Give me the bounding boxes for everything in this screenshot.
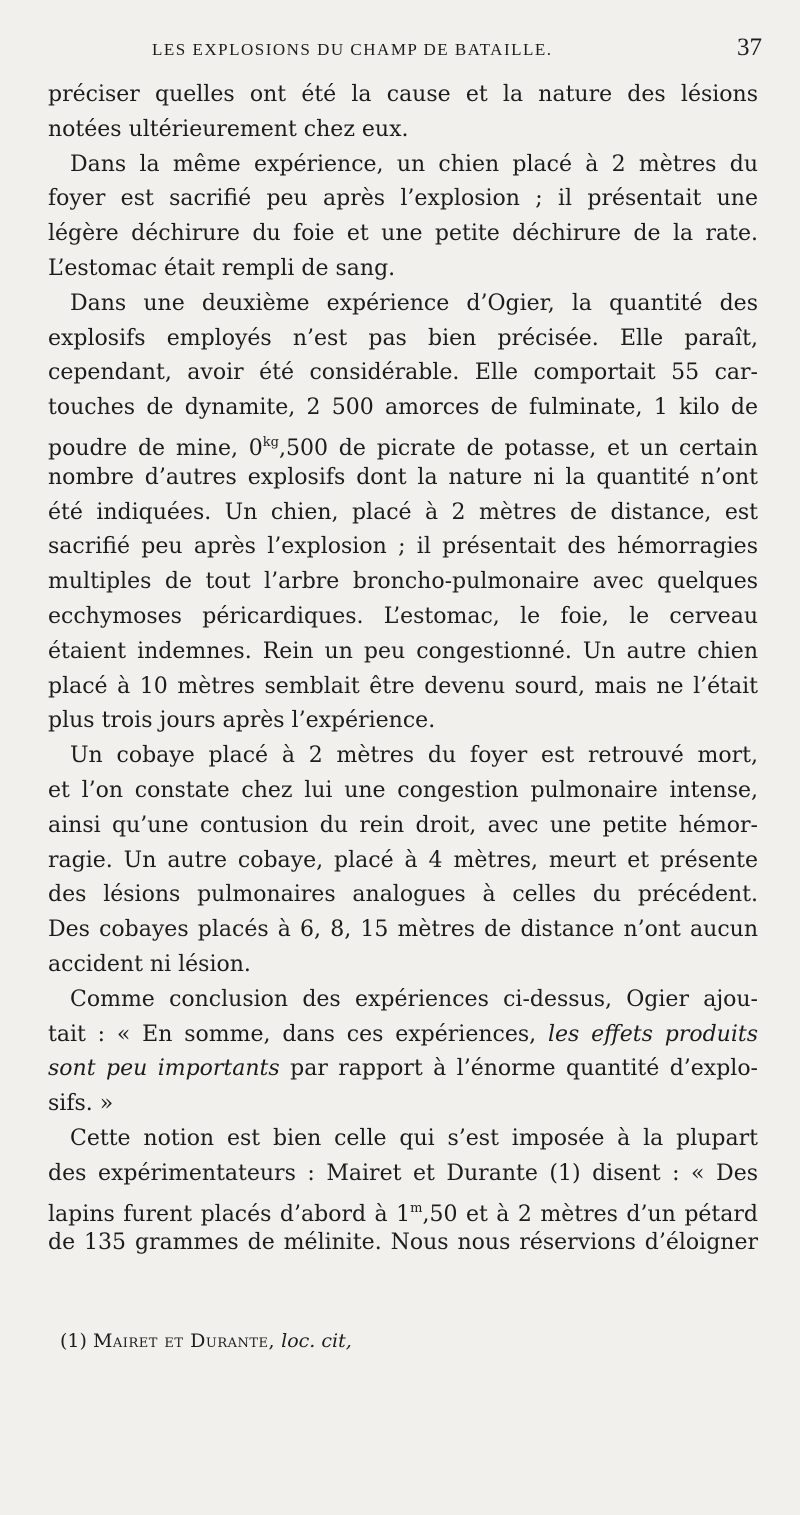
text-line: Des cobayes placés à 6, 8, 15 mètres de distance n’ont aucun [48,917,758,943]
text-line: des expérimentateurs : Mairet et Durante (1) disent : « Des [48,1160,758,1186]
text-line: ainsi qu’une contusion du rein droit, avec une petite hémor- [48,812,758,838]
text-line: été indiquées. Un chien, placé à 2 mètres de distance, est [48,499,758,525]
footnote-marker: (1) [60,1330,87,1352]
footnote-reference: loc. cit, [281,1330,352,1352]
text-line: étaient indemnes. Rein un peu congestionné. Un autre chien [48,638,758,664]
text-line: foyer est sacrifié peu après l’explosion ; il présentait une [48,186,758,212]
text-line: Cette notion est bien celle qui s’est imposée à la plupart [70,1125,758,1151]
text-line: cependant, avoir été considérable. Elle comportait 55 car- [48,360,758,386]
text-line: explosifs employés n’est pas bien précisée. Elle paraît, [48,325,758,351]
text-line: et l’on constate chez lui une congestion pulmonaire intense, [48,777,758,803]
text-line: poudre de mine, $0^{kg},500$ de picrate de potasse, et un certain [48,434,758,461]
text-line: lapins furent placés d’abord à 1$^m$,50 et à 2 mètres d’un pétard [48,1200,758,1227]
text-line: Un cobaye placé à 2 mètres du foyer est retrouvé mort, [70,743,758,769]
text-line: préciser quelles ont été la cause et la nature des lésions [48,82,758,107]
text-line: touches de dynamite, 2 500 amorces de fulminate, 1 kilo de [48,395,758,421]
text-line: légère déchirure du foie et une petite déchirure de la rate. [48,221,758,247]
text-line: L’estomac était rempli de sang. [48,255,396,281]
text-line: Comme conclusion des expériences ci-dessus, Ogier ajou- [70,986,758,1012]
text-line: multiples de tout l’arbre broncho-pulmonaire avec quelques [48,569,758,595]
text-line: nombre d’autres explosifs dont la nature ni la quantité n’ont [48,464,758,490]
page-number: 37 [737,34,762,61]
text-line: placé à 10 mètres semblait être devenu sourd, mais ne l’était [48,673,758,699]
text-line: sont peu importants par rapport à l’énorme quantité d’explo- [48,1056,758,1082]
body-text [48,78,758,1261]
text-line: ragie. Un autre cobaye, placé à 4 mètres, meurt et présente [48,847,758,873]
text-line: sifs. » [48,1091,114,1117]
text-line: plus trois jours après l’expérience. [48,708,436,734]
text-line: de 135 grammes de mélinite. Nous nous réservions d’éloigner [48,1230,758,1256]
footnote-authors: Mairet et Durante, [92,1330,276,1352]
text-line: ecchymoses péricardiques. L’estomac, le foie, le cerveau [48,603,758,629]
text-line: Dans la même expérience, un chien placé à 2 mètres du [70,151,758,177]
text-line: des lésions pulmonaires analogues à celles du précédent. [48,882,758,908]
text-line: accident ni lésion. [48,951,251,977]
footnote [60,1330,352,1352]
text-line: sacrifié peu après l’explosion ; il présentait des hémorragies [48,534,758,560]
text-line: notées ultérieurement chez eux. [48,116,409,142]
text-line: tait : « En somme, dans ces expériences, les effets produits [48,1021,758,1047]
running-head-title: LES EXPLOSIONS DU CHAMP DE BATAILLE. [152,40,553,59]
text-line: Dans une deuxième expérience d’Ogier, la quantité des [70,290,758,316]
running-head [48,36,762,72]
